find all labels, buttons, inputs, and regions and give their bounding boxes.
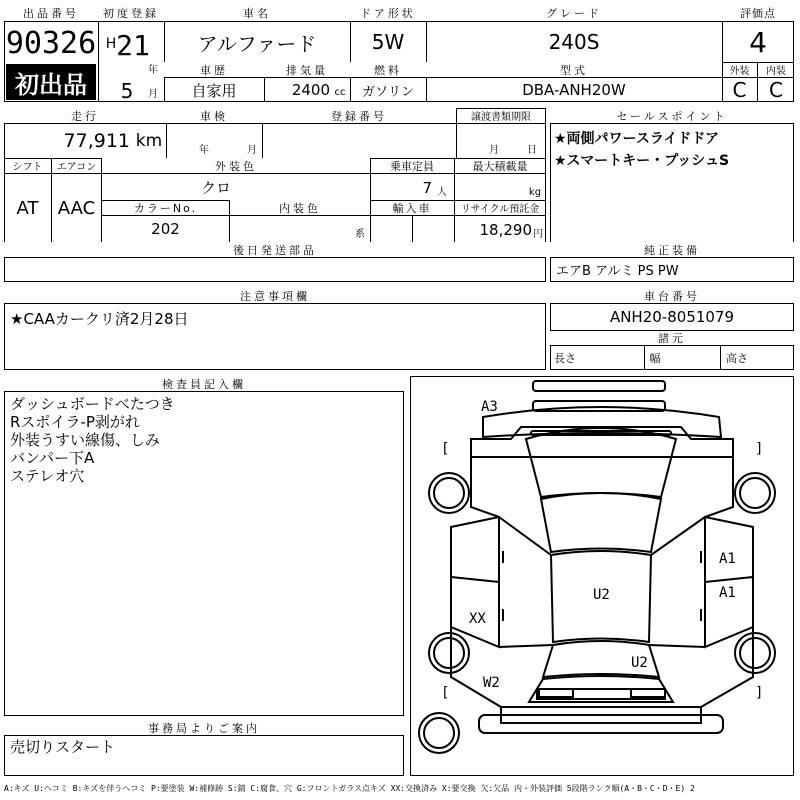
shift-label: シフト bbox=[4, 158, 52, 174]
registration-year: 21 bbox=[116, 28, 150, 62]
lot-number: 90326 bbox=[5, 25, 97, 61]
mileage-unit: km bbox=[135, 131, 163, 151]
equipment-label: 純正装備 bbox=[550, 242, 794, 258]
first-registration-label: 初度登録 bbox=[98, 4, 164, 22]
dimensions-label: 諸元 bbox=[550, 330, 794, 346]
inspector-label: 検査員記入欄 bbox=[4, 376, 404, 392]
exterior-color: クロ bbox=[200, 178, 231, 197]
capacity: 7 bbox=[422, 179, 432, 197]
later-parts-label: 後日発送部品 bbox=[4, 242, 546, 258]
mileage: 77,911 bbox=[63, 130, 130, 152]
recycle-label: リサイクル預託金 bbox=[454, 200, 546, 216]
max-load-label: 最大積載量 bbox=[454, 158, 546, 174]
aircon: AAC bbox=[52, 174, 102, 242]
grade: 240S bbox=[548, 30, 600, 54]
bracket-left-2: [ bbox=[441, 685, 450, 701]
inspector-line-5: ステレオ穴 bbox=[10, 467, 85, 485]
damage-mark-a1-lower: A1 bbox=[719, 585, 736, 601]
fuel: ガソリン bbox=[361, 84, 414, 100]
inspection-label: 車検 bbox=[166, 108, 262, 124]
sales-point-line-1: ★両側パワースライドドア bbox=[554, 131, 720, 147]
damage-mark-a3: A3 bbox=[481, 399, 498, 415]
shift: AT bbox=[4, 174, 52, 242]
sales-point-line-2: ★スマートキー・プッシュS bbox=[554, 153, 730, 169]
score: 4 bbox=[749, 25, 767, 59]
score-label: 評価点 bbox=[722, 4, 794, 22]
door-type-label: ドア形状 bbox=[350, 4, 426, 22]
bracket-right-1: ] bbox=[755, 441, 764, 457]
transfer-day-unit: 日 bbox=[527, 144, 537, 156]
inspector-line-1: ダッシュボードべたつき bbox=[10, 395, 175, 413]
exterior-color-label: 外装色 bbox=[102, 158, 370, 174]
door-type: 5W bbox=[371, 30, 405, 54]
history-label: 車歴 bbox=[164, 62, 264, 78]
inspector-line-2: Rスポイラ-P剥がれ bbox=[10, 413, 140, 431]
mileage-label: 走行 bbox=[4, 108, 166, 124]
notes-value: ★CAAカークリ済2月28日 bbox=[10, 310, 189, 328]
era: H bbox=[105, 36, 117, 52]
width-label: 幅 bbox=[649, 352, 661, 365]
grade-label: グレード bbox=[426, 4, 722, 22]
transfer-month-unit: 月 bbox=[489, 144, 499, 156]
damage-mark-xx: XX bbox=[469, 611, 486, 627]
legend: A:キズ U:ヘコミ B:キズを伴うヘコミ P:要塗装 W:補修跡 S:錆 C:腐食、穴 G:フロントガラス点キズ XX:交換済み X:要交換 欠:欠品 内・外装評価 5段階ランク順(A・B・C・D・E) 2 bbox=[4, 783, 695, 793]
aircon-label: エアコン bbox=[52, 158, 102, 174]
recycle-unit: 円 bbox=[533, 228, 543, 240]
registration-number-label: 登録番号 bbox=[262, 108, 456, 124]
damage-mark-u2-right: U2 bbox=[631, 655, 648, 671]
history: 自家用 bbox=[191, 81, 237, 100]
chassis-number: ANH20-8051079 bbox=[609, 308, 735, 326]
damage-mark-a1-upper: A1 bbox=[719, 551, 736, 567]
car-name-label: 車名 bbox=[164, 4, 350, 22]
capacity-label: 乗車定員 bbox=[370, 158, 454, 174]
damage-mark-w2: W2 bbox=[483, 675, 500, 691]
damage-mark-u2-center: U2 bbox=[593, 587, 610, 603]
inspector-line-4: バンパー下A bbox=[10, 449, 95, 467]
exterior-grade-label: 外装 bbox=[722, 62, 758, 78]
bracket-right-2: ] bbox=[755, 685, 764, 701]
fuel-label: 燃料 bbox=[350, 62, 426, 78]
displacement: 2400 bbox=[291, 81, 330, 99]
bracket-left-1: [ bbox=[441, 441, 450, 457]
interior-color-label: 内装色 bbox=[230, 200, 370, 216]
first-listing-badge: 初出品 bbox=[6, 64, 96, 100]
recycle-fee: 18,290 bbox=[479, 221, 532, 239]
interior-grade-label: 内装 bbox=[758, 62, 794, 78]
transfer-deadline-label: 譲渡書類期限 bbox=[456, 108, 546, 124]
height-label: 高さ bbox=[726, 352, 748, 365]
inspector-line-3: 外装うすい線傷、しみ bbox=[10, 431, 161, 449]
car-outline bbox=[411, 377, 793, 775]
registration-month: 5 bbox=[120, 79, 134, 103]
interior-grade: C bbox=[769, 78, 783, 102]
notes-label: 注意事項欄 bbox=[4, 288, 546, 304]
displacement-label: 排気量 bbox=[264, 62, 350, 78]
lot-number-label: 出品番号 bbox=[4, 4, 98, 22]
displacement-unit: cc bbox=[334, 86, 346, 98]
equipment-value: エアB アルミ PS PW bbox=[556, 264, 679, 279]
model-label: 型式 bbox=[426, 62, 722, 78]
length-label: 長さ bbox=[554, 352, 576, 365]
month-unit: 月 bbox=[148, 88, 158, 100]
sales-points-label: セールスポイント bbox=[550, 108, 794, 124]
model: DBA-ANH20W bbox=[522, 81, 626, 99]
car-name: アルファード bbox=[197, 31, 317, 56]
chassis-label: 車台番号 bbox=[550, 288, 794, 304]
color-no-label: カラーNo. bbox=[102, 200, 230, 216]
color-no: 202 bbox=[102, 216, 230, 242]
office-value: 売切りスタート bbox=[10, 738, 116, 756]
capacity-unit: 人 bbox=[437, 186, 447, 198]
damage-diagram bbox=[410, 376, 794, 776]
year-unit: 年 bbox=[148, 64, 158, 76]
exterior-grade: C bbox=[722, 78, 758, 102]
inspection-year-unit: 年 bbox=[199, 144, 209, 156]
interior-color-unit: 系 bbox=[355, 228, 365, 240]
max-load-unit: kg bbox=[528, 186, 542, 198]
import-label: 輸入車 bbox=[370, 200, 454, 216]
inspection-month-unit: 月 bbox=[247, 144, 257, 156]
office-label: 事務局よりご案内 bbox=[4, 720, 404, 736]
